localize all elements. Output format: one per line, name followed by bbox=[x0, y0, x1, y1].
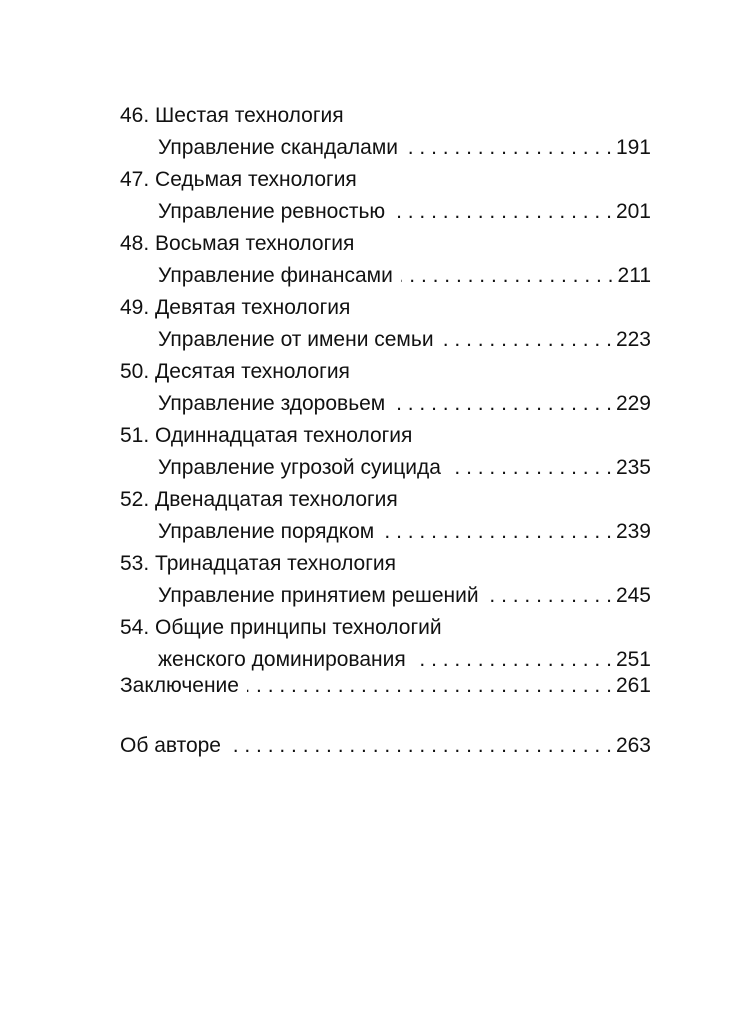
toc-entry-number: 47. bbox=[120, 168, 150, 191]
dot-leader bbox=[401, 260, 614, 292]
toc-entry-subtitle: Управление порядком bbox=[158, 520, 375, 543]
toc-entry-heading bbox=[120, 356, 651, 388]
dot-leader bbox=[449, 452, 612, 484]
toc-entry-page: 239 bbox=[615, 520, 651, 543]
toc-entry-line bbox=[120, 516, 651, 548]
toc-entry-line bbox=[120, 452, 651, 484]
toc-entry-53 bbox=[120, 548, 651, 612]
toc-entry-title: Заключение bbox=[120, 674, 239, 697]
toc-entry-line bbox=[120, 730, 651, 762]
toc-entry-47 bbox=[120, 164, 651, 228]
toc-entry-conclusion bbox=[120, 670, 651, 702]
dot-leader bbox=[247, 670, 612, 702]
toc-entry-heading-text: Десятая технология bbox=[155, 360, 350, 383]
toc-entry-page: 261 bbox=[615, 674, 651, 697]
toc-entry-heading-text: Общие принципы технологий bbox=[155, 616, 442, 639]
toc-entry-48 bbox=[120, 228, 651, 292]
toc-entry-number: 52. bbox=[120, 488, 150, 511]
toc-entry-heading bbox=[120, 164, 651, 196]
toc-entry-page: 201 bbox=[615, 200, 651, 223]
toc-entry-subtitle: Управление от имени семьи bbox=[158, 328, 434, 351]
dot-leader bbox=[393, 388, 612, 420]
toc-entry-subtitle: Управление ревностью bbox=[158, 200, 386, 223]
table-of-contents bbox=[120, 100, 651, 762]
toc-entry-page: 191 bbox=[615, 136, 651, 159]
toc-entry-line bbox=[120, 196, 651, 228]
toc-entry-52 bbox=[120, 484, 651, 548]
toc-entry-heading bbox=[120, 548, 651, 580]
toc-entry-heading bbox=[120, 484, 651, 516]
toc-entry-subtitle: Управление здоровьем bbox=[158, 392, 386, 415]
toc-entry-number: 48. bbox=[120, 232, 150, 255]
toc-entry-page: 251 bbox=[615, 648, 651, 671]
toc-entry-number: 50. bbox=[120, 360, 150, 383]
toc-entry-54 bbox=[120, 612, 651, 676]
toc-entry-line bbox=[120, 260, 651, 292]
toc-entry-title: Об авторе bbox=[120, 734, 221, 757]
toc-entry-subtitle: Управление скандалами bbox=[158, 136, 399, 159]
toc-entry-heading-text: Восьмая технология bbox=[155, 232, 355, 255]
toc-entry-heading bbox=[120, 228, 651, 260]
dot-leader bbox=[442, 324, 612, 356]
toc-entry-page: 235 bbox=[615, 456, 651, 479]
toc-entry-page: 223 bbox=[615, 328, 651, 351]
toc-entry-heading-text: Шестая технология bbox=[155, 104, 344, 127]
toc-entry-50 bbox=[120, 356, 651, 420]
toc-entry-heading-text: Седьмая технология bbox=[155, 168, 357, 191]
toc-entry-number: 53. bbox=[120, 552, 150, 575]
toc-entry-number: 49. bbox=[120, 296, 150, 319]
toc-entry-page: 229 bbox=[615, 392, 651, 415]
toc-entry-heading-text: Одиннадцатая технология bbox=[155, 424, 413, 447]
toc-entry-heading-text: Девятая технология bbox=[155, 296, 351, 319]
toc-entry-line bbox=[120, 670, 651, 702]
dot-leader bbox=[487, 580, 612, 612]
toc-entry-heading bbox=[120, 612, 651, 644]
toc-entry-number: 54. bbox=[120, 616, 150, 639]
toc-entry-subtitle: женского доминирования bbox=[158, 648, 406, 671]
dot-leader bbox=[382, 516, 612, 548]
toc-entry-number: 51. bbox=[120, 424, 150, 447]
toc-entry-46 bbox=[120, 100, 651, 164]
toc-entry-heading bbox=[120, 420, 651, 452]
dot-leader bbox=[393, 196, 612, 228]
toc-entry-number: 46. bbox=[120, 104, 150, 127]
toc-entry-heading bbox=[120, 100, 651, 132]
toc-entry-line bbox=[120, 324, 651, 356]
toc-entry-page: 245 bbox=[615, 584, 651, 607]
toc-entry-subtitle: Управление принятием решений bbox=[158, 584, 479, 607]
toc-entry-51 bbox=[120, 420, 651, 484]
toc-entry-subtitle: Управление финансами bbox=[158, 264, 393, 287]
toc-entry-heading-text: Двенадцатая технология bbox=[155, 488, 398, 511]
toc-entry-page: 263 bbox=[615, 734, 651, 757]
toc-entry-heading bbox=[120, 292, 651, 324]
toc-entry-subtitle: Управление угрозой суицида bbox=[158, 456, 441, 479]
toc-entry-49 bbox=[120, 292, 651, 356]
toc-entry-line bbox=[120, 132, 651, 164]
toc-entry-about-author bbox=[120, 730, 651, 762]
toc-entry-line bbox=[120, 388, 651, 420]
toc-entry-page: 211 bbox=[617, 264, 651, 287]
toc-entry-line bbox=[120, 580, 651, 612]
toc-entry-heading-text: Тринадцатая технология bbox=[155, 552, 396, 575]
dot-leader bbox=[229, 730, 612, 762]
dot-leader bbox=[406, 132, 612, 164]
